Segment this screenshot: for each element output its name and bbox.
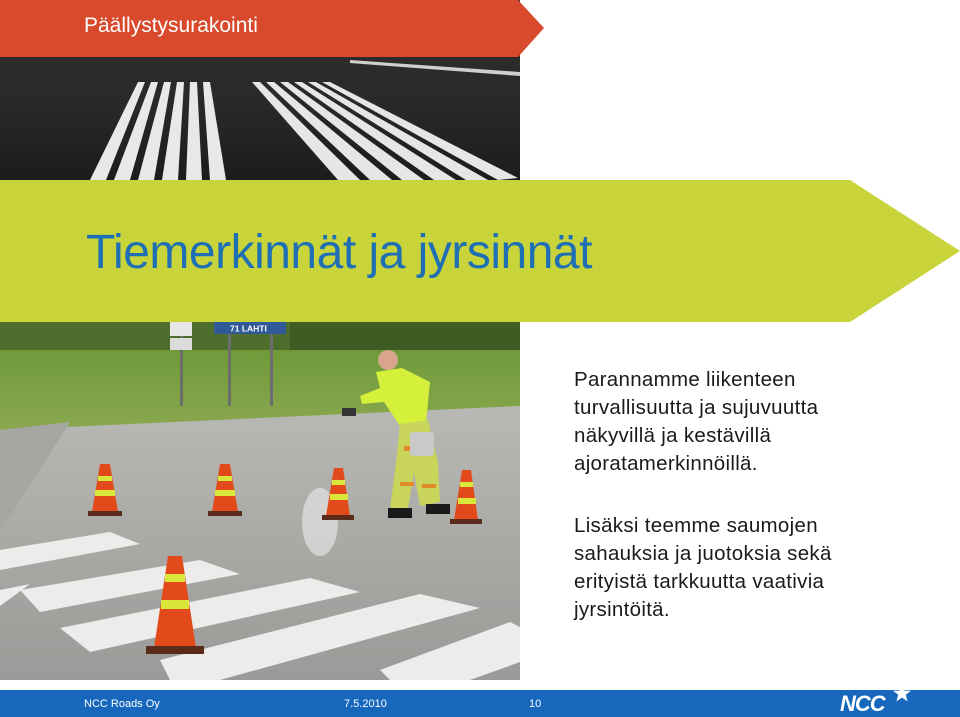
page-title: Tiemerkinnät ja jyrsinnät <box>86 226 592 279</box>
paragraph-line: sahauksia ja juotoksia sekä <box>574 542 832 565</box>
star-icon <box>892 683 912 703</box>
paragraph-line: Lisäksi teemme saumojen <box>574 514 818 537</box>
paragraph-line: Parannamme liikenteen <box>574 368 796 391</box>
paragraph-line: turvallisuutta ja sujuvuutta <box>574 396 819 419</box>
footer-date: 7.5.2010 <box>344 698 387 710</box>
paragraph-line: erityistä tarkkuutta vaativia <box>574 570 825 593</box>
logo-text: NCC <box>840 691 885 716</box>
paragraph-line: jyrsintöitä. <box>574 598 670 621</box>
page-number: 10 <box>529 698 542 710</box>
intro-paragraph <box>574 366 954 478</box>
road-sign-text: 71 LAHTI <box>230 323 267 334</box>
paragraph-line: näkyvillä ja kestävillä <box>574 424 772 447</box>
footer-bar <box>0 690 960 717</box>
services-paragraph <box>574 512 954 624</box>
header-banner <box>0 0 544 57</box>
paragraph-line: ajoratamerkinnöillä. <box>574 452 758 475</box>
footer-company: NCC Roads Oy <box>84 698 160 710</box>
crosswalk-worker-photo <box>0 322 520 680</box>
header-title: Päällystysurakointi <box>84 14 258 37</box>
ncc-logo <box>836 683 914 717</box>
